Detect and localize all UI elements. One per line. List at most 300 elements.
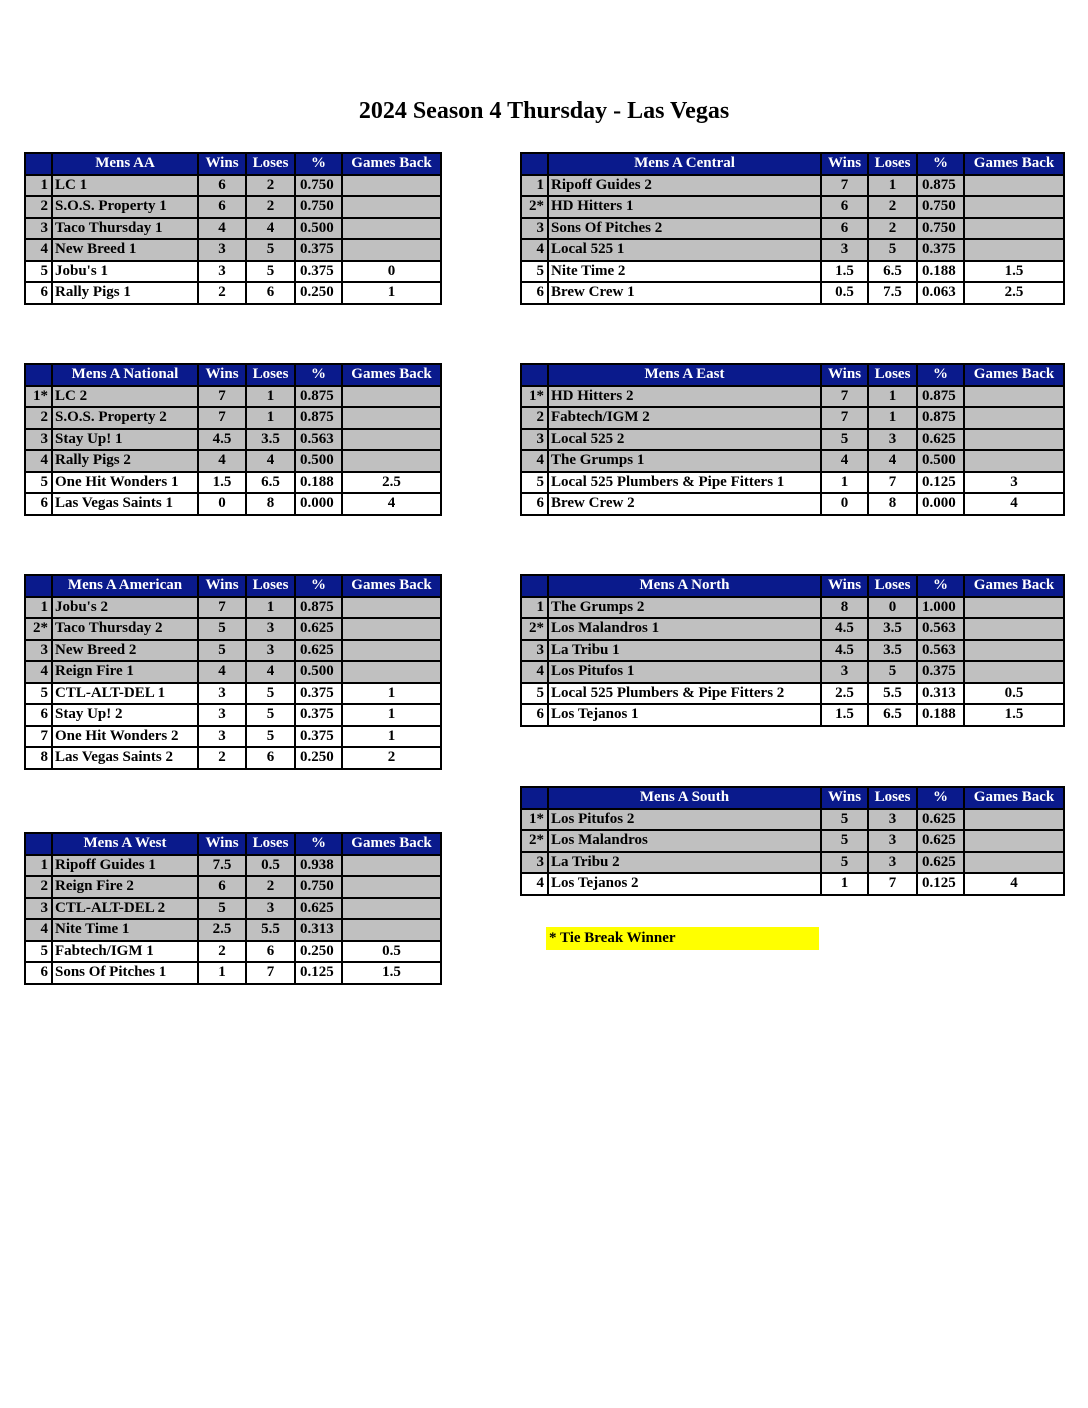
loses-header: Loses — [868, 575, 917, 597]
pct-cell: 0.625 — [295, 618, 342, 640]
wins-cell: 5 — [821, 429, 868, 451]
pct-cell: 0.125 — [917, 873, 964, 895]
pct-header: % — [917, 787, 964, 809]
rank-header — [25, 575, 52, 597]
table-row — [25, 876, 441, 898]
table-row — [521, 429, 1064, 451]
team-cell: Los Pitufos 2 — [548, 809, 821, 831]
wins-header: Wins — [821, 575, 868, 597]
division-table-mens-aa — [24, 152, 442, 305]
games-back-cell — [964, 196, 1064, 218]
table-row — [25, 640, 441, 662]
games-back-cell — [342, 386, 441, 408]
wins-cell: 3 — [198, 726, 246, 748]
rank-cell: 6 — [25, 704, 52, 726]
team-cell: Brew Crew 1 — [548, 282, 821, 304]
games-back-header: Games Back — [342, 153, 441, 175]
wins-header: Wins — [821, 787, 868, 809]
rank-cell: 1 — [25, 855, 52, 877]
pct-cell: 0.750 — [295, 196, 342, 218]
team-cell: Nite Time 2 — [548, 261, 821, 283]
loses-cell: 3.5 — [868, 640, 917, 662]
pct-header: % — [295, 153, 342, 175]
pct-cell: 0.750 — [295, 175, 342, 197]
team-cell: La Tribu 2 — [548, 852, 821, 874]
loses-cell: 2 — [246, 175, 295, 197]
rank-cell: 6 — [521, 282, 548, 304]
rank-cell: 5 — [25, 941, 52, 963]
team-cell: Stay Up! 2 — [52, 704, 198, 726]
rank-cell: 6 — [25, 282, 52, 304]
table-row — [25, 941, 441, 963]
table-row — [25, 386, 441, 408]
rank-cell: 5 — [25, 472, 52, 494]
table-row — [521, 175, 1064, 197]
games-back-cell — [964, 450, 1064, 472]
team-cell: Reign Fire 1 — [52, 661, 198, 683]
team-cell: Sons Of Pitches 2 — [548, 218, 821, 240]
games-back-header: Games Back — [964, 575, 1064, 597]
wins-header: Wins — [198, 364, 246, 386]
games-back-header: Games Back — [342, 833, 441, 855]
rank-cell: 4 — [25, 919, 52, 941]
team-cell: Los Tejanos 2 — [548, 873, 821, 895]
loses-cell: 5 — [246, 683, 295, 705]
rank-header — [25, 833, 52, 855]
games-back-cell — [964, 597, 1064, 619]
games-back-cell: 2.5 — [342, 472, 441, 494]
rank-cell: 6 — [25, 493, 52, 515]
loses-cell: 4 — [868, 450, 917, 472]
rank-cell: 5 — [25, 261, 52, 283]
games-back-cell — [342, 640, 441, 662]
rank-cell: 6 — [521, 704, 548, 726]
rank-cell: 4 — [25, 661, 52, 683]
loses-cell: 6 — [246, 941, 295, 963]
loses-header: Loses — [868, 153, 917, 175]
pct-cell: 0.875 — [295, 597, 342, 619]
pct-cell: 0.375 — [917, 239, 964, 261]
rank-cell: 1 — [25, 597, 52, 619]
games-back-cell: 1 — [342, 704, 441, 726]
team-cell: Nite Time 1 — [52, 919, 198, 941]
pct-cell: 0.500 — [295, 661, 342, 683]
loses-cell: 2 — [868, 196, 917, 218]
rank-cell: 3 — [521, 218, 548, 240]
games-back-cell — [964, 852, 1064, 874]
team-cell: Rally Pigs 1 — [52, 282, 198, 304]
wins-cell: 5 — [198, 618, 246, 640]
team-cell: New Breed 2 — [52, 640, 198, 662]
page-title: 2024 Season 4 Thursday - Las Vegas — [358, 98, 730, 124]
pct-cell: 0.750 — [917, 218, 964, 240]
wins-cell: 0 — [821, 493, 868, 515]
pct-cell: 0.375 — [295, 683, 342, 705]
loses-cell: 1 — [246, 386, 295, 408]
table-row — [521, 218, 1064, 240]
rank-cell: 3 — [521, 852, 548, 874]
games-back-cell: 0 — [342, 261, 441, 283]
pct-header: % — [917, 575, 964, 597]
games-back-cell: 3 — [964, 472, 1064, 494]
wins-header: Wins — [198, 575, 246, 597]
pct-cell: 0.375 — [295, 704, 342, 726]
team-cell: Los Tejanos 1 — [548, 704, 821, 726]
rank-cell: 3 — [25, 640, 52, 662]
pct-cell: 0.625 — [295, 640, 342, 662]
games-back-header: Games Back — [964, 364, 1064, 386]
rank-cell: 6 — [25, 962, 52, 984]
team-cell: Reign Fire 2 — [52, 876, 198, 898]
rank-cell: 2 — [25, 196, 52, 218]
pct-cell: 0.563 — [295, 429, 342, 451]
team-cell: Ripoff Guides 1 — [52, 855, 198, 877]
pct-cell: 0.625 — [917, 429, 964, 451]
division-table-mens-a-north — [520, 574, 1065, 727]
rank-header — [521, 575, 548, 597]
pct-cell: 0.500 — [295, 218, 342, 240]
table-row — [25, 218, 441, 240]
team-cell: CTL-ALT-DEL 1 — [52, 683, 198, 705]
rank-cell: 2* — [521, 830, 548, 852]
loses-cell: 3 — [868, 830, 917, 852]
loses-header: Loses — [868, 364, 917, 386]
loses-cell: 8 — [868, 493, 917, 515]
wins-cell: 3 — [198, 704, 246, 726]
wins-cell: 5 — [821, 809, 868, 831]
games-back-cell — [964, 661, 1064, 683]
pct-cell: 0.875 — [295, 407, 342, 429]
pct-cell: 0.188 — [917, 261, 964, 283]
table-row — [521, 407, 1064, 429]
wins-cell: 2 — [198, 282, 246, 304]
pct-cell: 0.875 — [917, 175, 964, 197]
wins-cell: 6 — [198, 876, 246, 898]
rank-cell: 2* — [25, 618, 52, 640]
team-cell: La Tribu 1 — [548, 640, 821, 662]
rank-header — [521, 153, 548, 175]
rank-cell: 1* — [521, 809, 548, 831]
wins-cell: 0 — [198, 493, 246, 515]
table-row — [25, 704, 441, 726]
division-name: Mens A American — [52, 575, 198, 597]
loses-cell: 7.5 — [868, 282, 917, 304]
division-table-mens-a-american — [24, 574, 442, 770]
pct-cell: 0.875 — [917, 407, 964, 429]
wins-cell: 7 — [821, 175, 868, 197]
games-back-cell: 1 — [342, 282, 441, 304]
games-back-cell — [342, 239, 441, 261]
loses-cell: 1 — [868, 386, 917, 408]
games-back-header: Games Back — [964, 787, 1064, 809]
games-back-cell — [342, 196, 441, 218]
rank-cell: 2 — [25, 407, 52, 429]
wins-cell: 2.5 — [198, 919, 246, 941]
team-cell: HD Hitters 2 — [548, 386, 821, 408]
loses-cell: 6.5 — [868, 704, 917, 726]
games-back-cell — [342, 429, 441, 451]
pct-cell: 0.250 — [295, 282, 342, 304]
loses-cell: 2 — [246, 876, 295, 898]
games-back-header: Games Back — [342, 364, 441, 386]
pct-cell: 0.750 — [295, 876, 342, 898]
table-row — [521, 493, 1064, 515]
table-row — [25, 962, 441, 984]
games-back-cell — [964, 640, 1064, 662]
rank-cell: 1 — [25, 175, 52, 197]
team-cell: Brew Crew 2 — [548, 493, 821, 515]
wins-cell: 1.5 — [821, 704, 868, 726]
pct-cell: 0.563 — [917, 640, 964, 662]
team-cell: One Hit Wonders 1 — [52, 472, 198, 494]
games-back-cell — [964, 429, 1064, 451]
rank-cell: 3 — [25, 218, 52, 240]
games-back-cell: 0.5 — [964, 683, 1064, 705]
games-back-cell — [342, 618, 441, 640]
tie-break-legend: * Tie Break Winner — [546, 927, 819, 950]
games-back-cell: 2 — [342, 747, 441, 769]
wins-cell: 4.5 — [198, 429, 246, 451]
loses-cell: 7 — [868, 472, 917, 494]
games-back-cell — [342, 597, 441, 619]
team-cell: Sons Of Pitches 1 — [52, 962, 198, 984]
games-back-cell — [342, 218, 441, 240]
wins-cell: 2 — [198, 747, 246, 769]
team-cell: HD Hitters 1 — [548, 196, 821, 218]
pct-cell: 0.625 — [917, 830, 964, 852]
pct-header: % — [295, 833, 342, 855]
wins-cell: 7 — [198, 597, 246, 619]
team-cell: LC 1 — [52, 175, 198, 197]
pct-cell: 0.625 — [917, 852, 964, 874]
wins-cell: 4.5 — [821, 640, 868, 662]
table-row — [521, 809, 1064, 831]
rank-cell: 5 — [521, 683, 548, 705]
wins-cell: 6 — [821, 218, 868, 240]
wins-cell: 5 — [198, 898, 246, 920]
games-back-cell — [964, 830, 1064, 852]
wins-cell: 1.5 — [821, 261, 868, 283]
wins-cell: 3 — [198, 261, 246, 283]
wins-cell: 3 — [821, 239, 868, 261]
games-back-cell — [964, 175, 1064, 197]
wins-cell: 5 — [821, 830, 868, 852]
rank-cell: 7 — [25, 726, 52, 748]
games-back-cell — [342, 175, 441, 197]
team-cell: Taco Thursday 2 — [52, 618, 198, 640]
loses-cell: 5 — [246, 704, 295, 726]
wins-cell: 4.5 — [821, 618, 868, 640]
table-row — [521, 661, 1064, 683]
pct-cell: 0.500 — [295, 450, 342, 472]
rank-header — [25, 153, 52, 175]
team-cell: Los Malandros 1 — [548, 618, 821, 640]
wins-cell: 4 — [198, 450, 246, 472]
loses-cell: 5 — [246, 726, 295, 748]
games-back-cell: 1 — [342, 683, 441, 705]
table-row — [25, 683, 441, 705]
rank-cell: 3 — [521, 640, 548, 662]
team-cell: LC 2 — [52, 386, 198, 408]
team-cell: New Breed 1 — [52, 239, 198, 261]
loses-cell: 6 — [246, 747, 295, 769]
team-cell: Los Pitufos 1 — [548, 661, 821, 683]
table-row — [25, 726, 441, 748]
pct-cell: 1.000 — [917, 597, 964, 619]
table-row — [521, 830, 1064, 852]
loses-cell: 0.5 — [246, 855, 295, 877]
loses-cell: 3 — [868, 809, 917, 831]
table-row — [25, 239, 441, 261]
loses-header: Loses — [246, 153, 295, 175]
pct-cell: 0.250 — [295, 747, 342, 769]
loses-cell: 3 — [246, 898, 295, 920]
table-row — [25, 919, 441, 941]
pct-header: % — [917, 153, 964, 175]
games-back-cell — [964, 386, 1064, 408]
loses-cell: 3 — [246, 618, 295, 640]
team-cell: Local 525 Plumbers & Pipe Fitters 1 — [548, 472, 821, 494]
loses-cell: 3.5 — [868, 618, 917, 640]
team-cell: The Grumps 2 — [548, 597, 821, 619]
team-cell: Rally Pigs 2 — [52, 450, 198, 472]
pct-cell: 0.875 — [917, 386, 964, 408]
table-row — [25, 747, 441, 769]
pct-cell: 0.375 — [917, 661, 964, 683]
team-cell: Fabtech/IGM 2 — [548, 407, 821, 429]
games-back-cell — [964, 218, 1064, 240]
pct-cell: 0.125 — [917, 472, 964, 494]
wins-header: Wins — [198, 153, 246, 175]
table-row — [521, 704, 1064, 726]
division-table-mens-a-west — [24, 832, 442, 985]
team-cell: Las Vegas Saints 1 — [52, 493, 198, 515]
division-name: Mens AA — [52, 153, 198, 175]
wins-cell: 6 — [821, 196, 868, 218]
wins-header: Wins — [198, 833, 246, 855]
team-cell: One Hit Wonders 2 — [52, 726, 198, 748]
games-back-cell: 0.5 — [342, 941, 441, 963]
team-cell: Jobu's 2 — [52, 597, 198, 619]
pct-header: % — [295, 575, 342, 597]
loses-cell: 3.5 — [246, 429, 295, 451]
pct-cell: 0.313 — [917, 683, 964, 705]
games-back-cell — [342, 450, 441, 472]
rank-cell: 5 — [521, 472, 548, 494]
pct-cell: 0.375 — [295, 261, 342, 283]
loses-cell: 4 — [246, 661, 295, 683]
rank-cell: 2 — [25, 876, 52, 898]
table-row — [25, 175, 441, 197]
loses-cell: 8 — [246, 493, 295, 515]
loses-cell: 6.5 — [868, 261, 917, 283]
table-row — [25, 450, 441, 472]
team-cell: Local 525 Plumbers & Pipe Fitters 2 — [548, 683, 821, 705]
table-row — [521, 386, 1064, 408]
wins-cell: 0.5 — [821, 282, 868, 304]
rank-cell: 2* — [521, 196, 548, 218]
pct-cell: 0.563 — [917, 618, 964, 640]
division-table-mens-a-central — [520, 152, 1065, 305]
team-cell: Taco Thursday 1 — [52, 218, 198, 240]
games-back-cell: 1.5 — [964, 261, 1064, 283]
games-back-cell: 4 — [964, 873, 1064, 895]
team-cell: The Grumps 1 — [548, 450, 821, 472]
rank-header — [521, 787, 548, 809]
pct-cell: 0.375 — [295, 726, 342, 748]
table-row — [25, 261, 441, 283]
header-row — [521, 575, 1064, 597]
table-row — [521, 597, 1064, 619]
wins-cell: 1 — [821, 873, 868, 895]
games-back-cell — [342, 407, 441, 429]
team-cell: S.O.S. Property 1 — [52, 196, 198, 218]
team-cell: Local 525 1 — [548, 239, 821, 261]
division-table-mens-a-east — [520, 363, 1065, 516]
rank-cell: 5 — [521, 261, 548, 283]
loses-cell: 1 — [246, 407, 295, 429]
header-row — [25, 364, 441, 386]
pct-cell: 0.938 — [295, 855, 342, 877]
wins-cell: 5 — [198, 640, 246, 662]
table-row — [521, 618, 1064, 640]
pct-cell: 0.500 — [917, 450, 964, 472]
games-back-cell: 4 — [342, 493, 441, 515]
loses-cell: 4 — [246, 450, 295, 472]
table-row — [521, 196, 1064, 218]
loses-cell: 2 — [246, 196, 295, 218]
table-row — [25, 661, 441, 683]
loses-cell: 6 — [246, 282, 295, 304]
games-back-cell — [342, 876, 441, 898]
table-row — [521, 282, 1064, 304]
division-name: Mens A South — [548, 787, 821, 809]
wins-cell: 8 — [821, 597, 868, 619]
rank-cell: 4 — [521, 239, 548, 261]
games-back-cell — [964, 618, 1064, 640]
division-table-mens-a-south — [520, 786, 1065, 896]
pct-cell: 0.313 — [295, 919, 342, 941]
pct-cell: 0.875 — [295, 386, 342, 408]
header-row — [521, 787, 1064, 809]
table-row — [25, 407, 441, 429]
table-row — [25, 429, 441, 451]
pct-header: % — [295, 364, 342, 386]
pct-cell: 0.000 — [917, 493, 964, 515]
loses-cell: 2 — [868, 218, 917, 240]
wins-cell: 4 — [821, 450, 868, 472]
division-name: Mens A Central — [548, 153, 821, 175]
rank-cell: 5 — [25, 683, 52, 705]
rank-cell: 1* — [521, 386, 548, 408]
wins-cell: 4 — [198, 218, 246, 240]
rank-cell: 4 — [521, 873, 548, 895]
division-name: Mens A North — [548, 575, 821, 597]
rank-cell: 3 — [521, 429, 548, 451]
wins-cell: 7 — [198, 386, 246, 408]
rank-cell: 2* — [521, 618, 548, 640]
wins-header: Wins — [821, 364, 868, 386]
wins-cell: 3 — [198, 683, 246, 705]
pct-cell: 0.188 — [295, 472, 342, 494]
header-row — [521, 364, 1064, 386]
wins-header: Wins — [821, 153, 868, 175]
loses-cell: 5 — [868, 661, 917, 683]
loses-cell: 3 — [246, 640, 295, 662]
wins-cell: 3 — [198, 239, 246, 261]
wins-cell: 6 — [198, 196, 246, 218]
wins-cell: 7 — [198, 407, 246, 429]
